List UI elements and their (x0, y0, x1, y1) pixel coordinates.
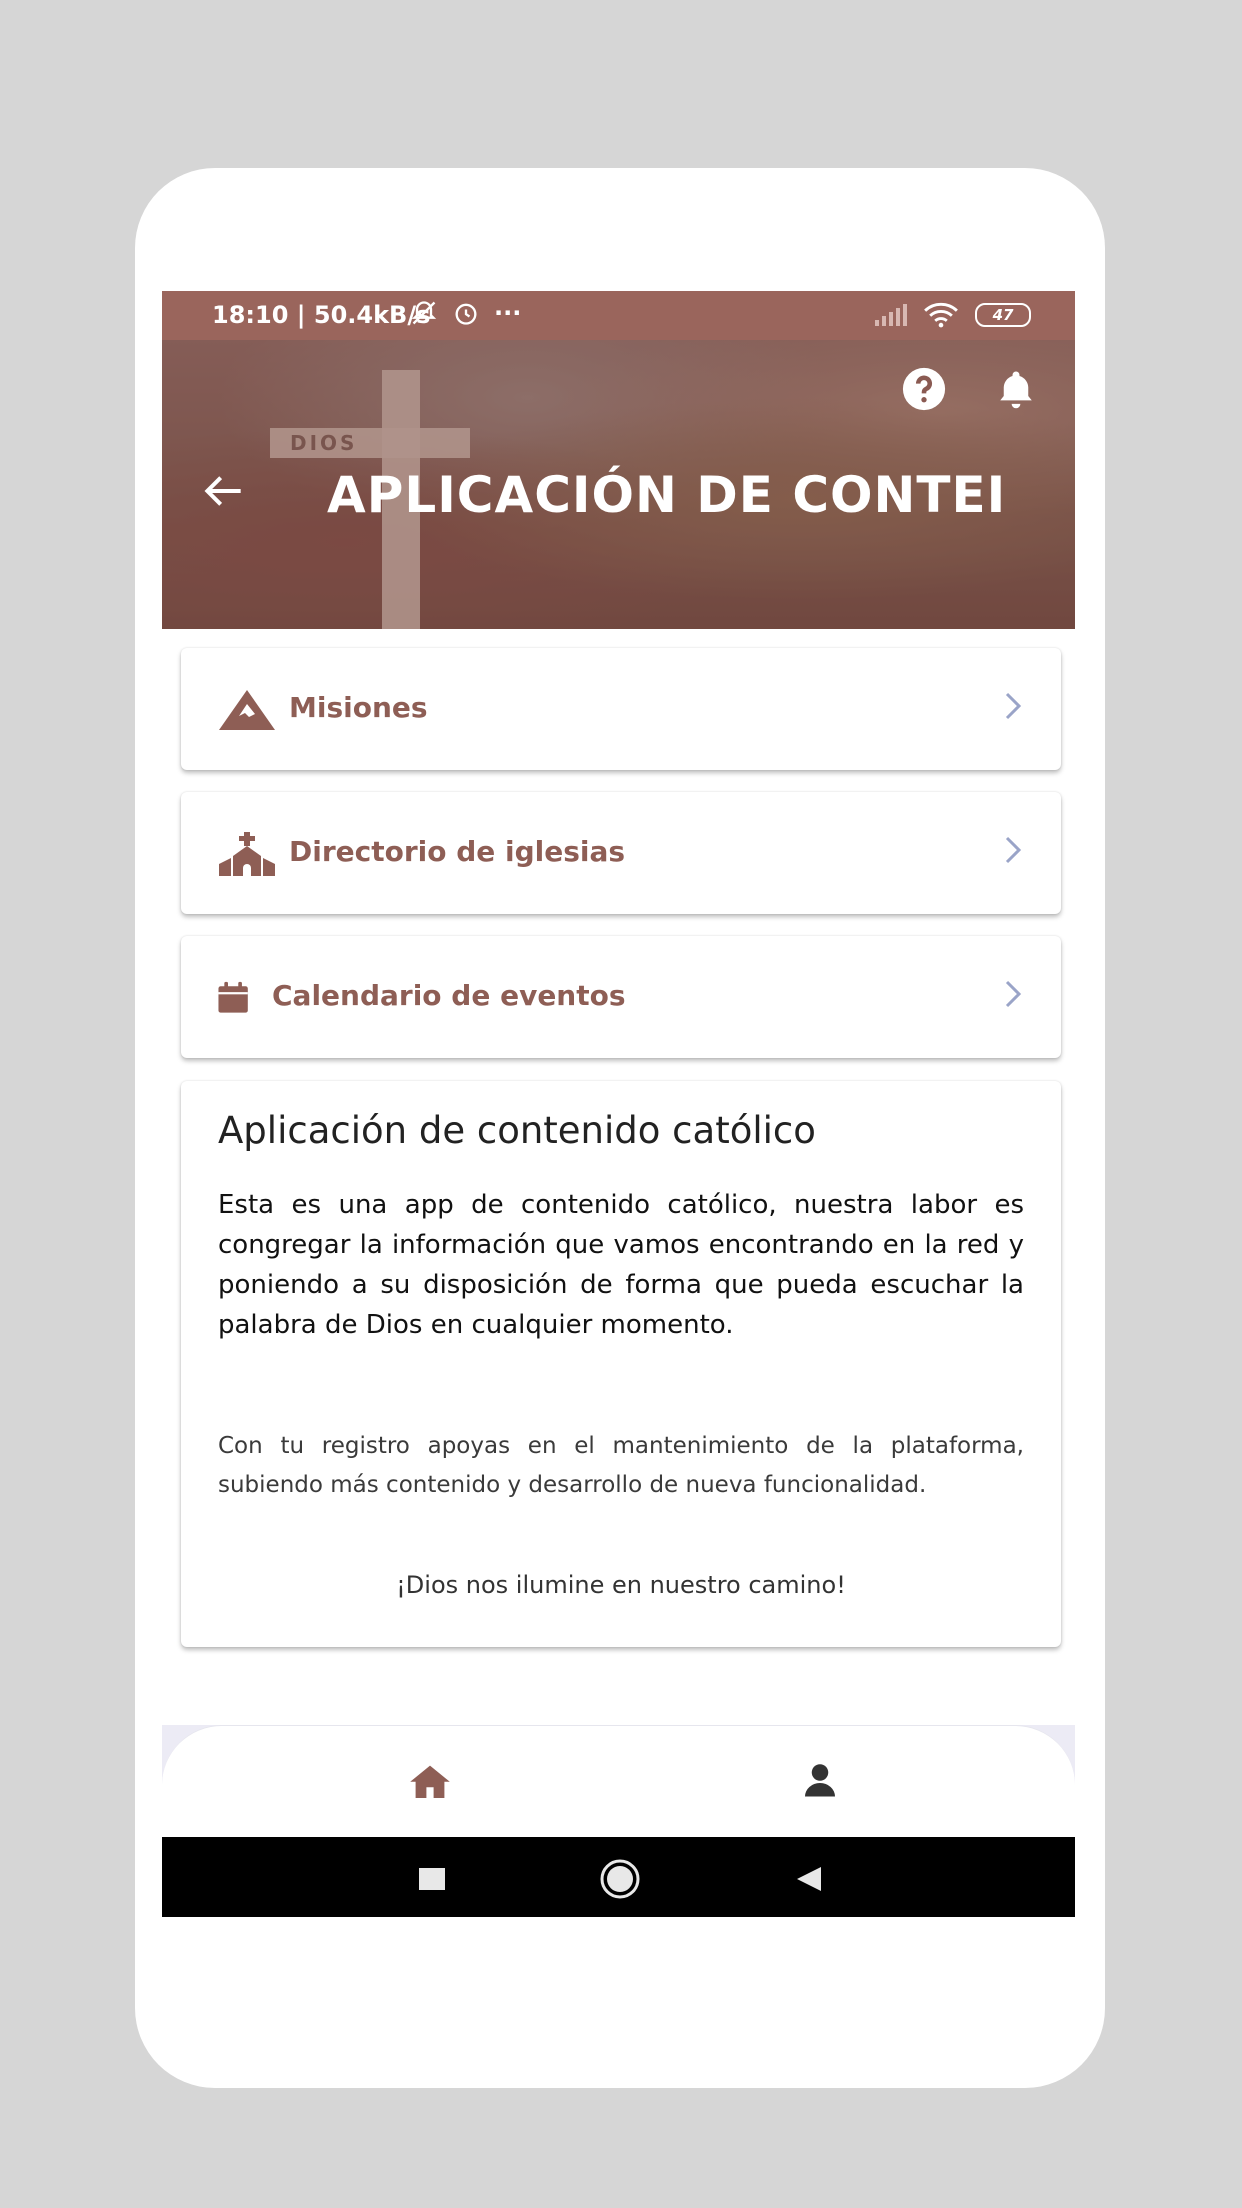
page-title: APLICACIÓN DE CONTEI (327, 466, 1007, 524)
bell-icon (995, 367, 1037, 411)
chevron-right-icon (1001, 832, 1025, 868)
info-card (181, 1081, 1061, 1647)
status-time: 18:10 | 50.4kB/s (212, 301, 431, 329)
home-icon (408, 1762, 452, 1798)
question-circle-icon (901, 366, 947, 412)
app-screen (162, 291, 1075, 1917)
chevron-right-icon (1001, 688, 1025, 724)
nav-profile-button[interactable] (790, 1750, 850, 1810)
bell-off-icon (410, 299, 438, 327)
mountain-icon (217, 688, 277, 732)
nav-home-button[interactable] (400, 1750, 460, 1810)
alarm-icon (452, 299, 480, 327)
square-icon (417, 1866, 447, 1892)
chevron-right-icon (1001, 976, 1025, 1012)
menu-item-misiones[interactable] (181, 648, 1061, 770)
menu-item-label: Misiones (289, 691, 428, 724)
battery-indicator: 47 (975, 303, 1031, 327)
sign-text: DIOS (290, 431, 358, 455)
recents-button[interactable] (410, 1857, 454, 1901)
help-button[interactable] (900, 365, 948, 413)
status-more: ··· (494, 299, 522, 327)
signal-icon (873, 304, 907, 326)
header-banner (162, 340, 1075, 629)
notifications-button[interactable] (992, 365, 1040, 413)
menu-item-label: Directorio de iglesias (289, 835, 626, 868)
back-system-button[interactable] (788, 1857, 832, 1901)
info-paragraph: Esta es una app de contenido católico, nuestra labor es congregar la información que vamos encontrando en la red y poniendo a su disposición de forma que pueda escuchar la palabra de Dios en cualquier momento. (218, 1190, 1024, 1340)
menu-item-directorio[interactable] (181, 792, 1061, 914)
circle-icon (598, 1857, 642, 1901)
menu-item-label: Calendario de eventos (272, 979, 626, 1012)
triangle-back-icon (795, 1864, 825, 1894)
menu-item-calendario[interactable] (181, 936, 1061, 1058)
info-paragraph: Con tu registro apoyas en el mantenimiento de la plataforma, subiendo más contenido y desarrollo de nueva funcionalidad. (218, 1433, 1024, 1498)
arrow-left-icon (204, 474, 244, 508)
user-icon (802, 1762, 838, 1798)
wifi-icon (923, 302, 959, 328)
bottom-nav (162, 1725, 1075, 1838)
back-button[interactable] (200, 467, 248, 515)
church-icon (217, 832, 277, 876)
home-system-button[interactable] (598, 1857, 642, 1901)
calendar-icon (217, 976, 261, 1020)
info-title: Aplicación de contenido católico (218, 1109, 816, 1152)
system-nav-bar (162, 1837, 1075, 1917)
status-bar (162, 291, 1075, 340)
info-closing: ¡Dios nos ilumine en nuestro camino! (396, 1571, 846, 1599)
